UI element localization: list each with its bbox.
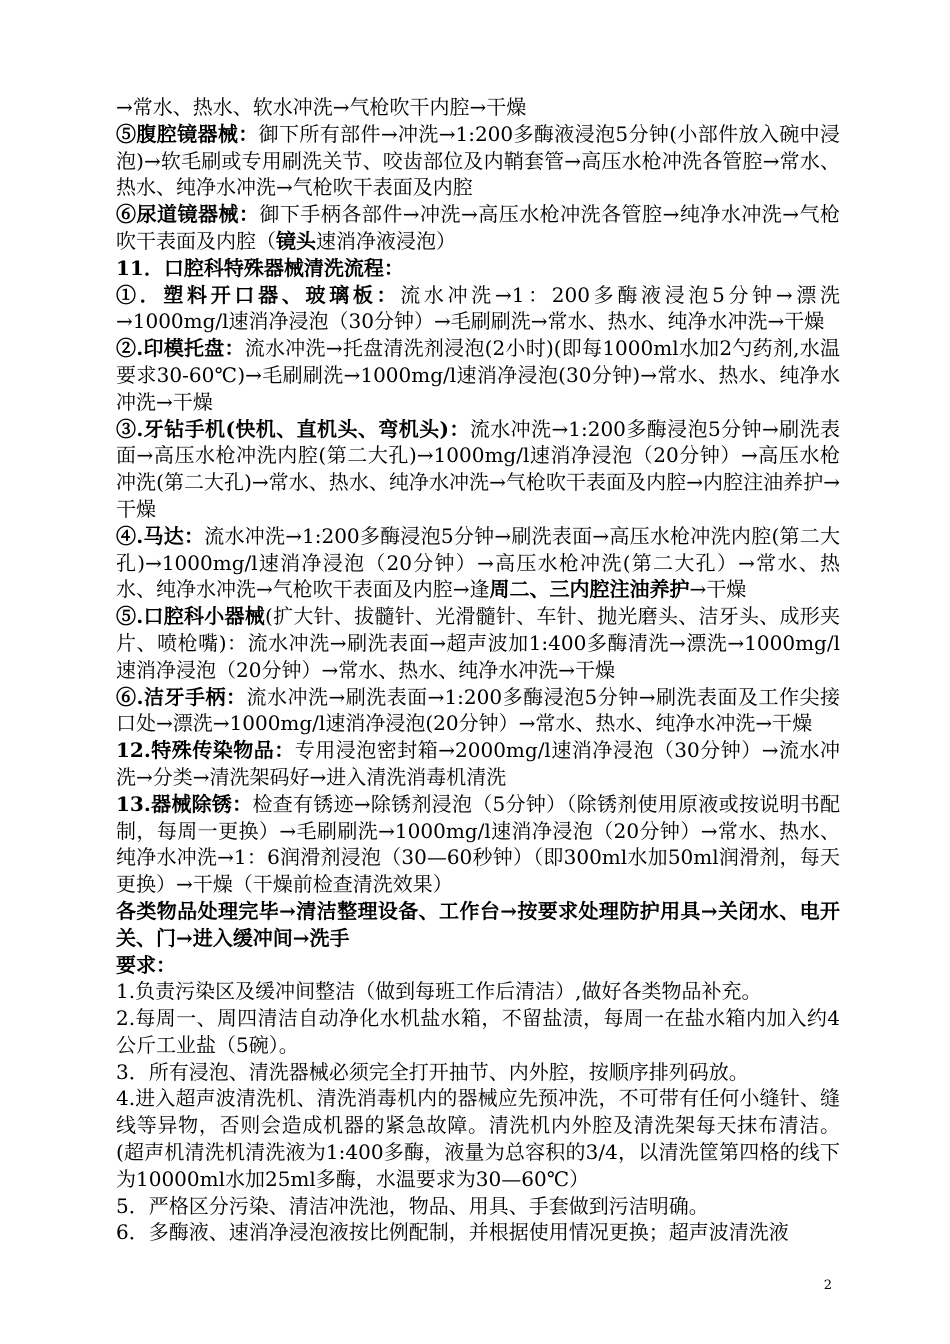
paragraph-2 bbox=[116, 201, 840, 255]
paragraph-tail: →干燥 bbox=[689, 577, 747, 602]
paragraph-8 bbox=[116, 603, 840, 683]
paragraph-text: 流水冲洗→1：200多酶液浸泡5分钟→漂洗→1000mg/l速消净浸泡（30分钟）→毛刷刷洗→常水、热水、纯净水冲洗→干燥 bbox=[116, 282, 840, 334]
paragraph-13 bbox=[116, 952, 840, 979]
summary-heading: 各类物品处理完毕→清洁整理设备、工作台→按要求处理防护用具→关闭水、电开关、门→进入缓冲间→洗手 bbox=[116, 898, 840, 950]
paragraph-heading: ②.印模托盘： bbox=[116, 336, 245, 361]
requirement-item: 5．严格区分污染、清洁冲洗池，物品、用具、手套做到污洁明确。 bbox=[116, 1193, 709, 1218]
paragraph-emphasis: 周二、三内腔注油养护 bbox=[489, 577, 690, 602]
paragraph-6 bbox=[116, 416, 840, 523]
paragraph-12 bbox=[116, 898, 840, 952]
paragraph-text: 流水冲洗→1:200多酶浸泡5分钟→刷洗表面→高压水枪冲洗内腔(第二大孔)→1000mg/l速消净浸泡（20分钟）→高压水枪冲洗(第二大孔）→常水、热水、纯净水冲洗→气枪吹干表面及内腔→逢 bbox=[116, 523, 841, 602]
requirement-item: 2.每周一、周四清洁自动净化水机盐水箱，不留盐渍，每周一在盐水箱内加入约4公斤工业盐（5碗）。 bbox=[116, 1006, 840, 1057]
requirement-item: 3．所有浸泡、清洗器械必须完全打开抽节、内外腔，按顺序排列码放。 bbox=[116, 1059, 749, 1084]
paragraph-heading: 12.特殊传染物品： bbox=[116, 738, 295, 763]
paragraph-7 bbox=[116, 523, 840, 603]
requirement-item: 1.负责污染区及缓冲间整洁（做到每班工作后清洁）,做好各类物品补充。 bbox=[116, 979, 762, 1004]
paragraph-18 bbox=[116, 1193, 840, 1220]
paragraph-heading: ⑤腹腔镜器械： bbox=[116, 121, 259, 146]
paragraph-14 bbox=[116, 978, 840, 1005]
paragraph-3 bbox=[116, 255, 840, 282]
paragraph-text: 流水冲洗→1:200多酶浸泡5分钟→刷洗表面→高压水枪冲洗内腔(第二大孔)→1000mg/l速消净浸泡（20分钟）→高压水枪冲洗(第二大孔)→常水、热水、纯净水冲洗→气枪吹干表面及内腔→内腔注油养护→干燥 bbox=[116, 416, 840, 521]
requirements-heading: 要求： bbox=[116, 952, 176, 977]
paragraph-19 bbox=[116, 1219, 840, 1246]
paragraph-text: 流水冲洗→托盘清洗剂浸泡(2小时)(即每1000ml水加2勺药剂,水温要求30-60℃)→毛刷刷洗→1000mg/l速消净浸泡(30分钟)→常水、热水、纯净水冲洗→干燥 bbox=[116, 336, 840, 414]
document-body bbox=[116, 94, 840, 1246]
paragraph-text: 专用浸泡密封箱→2000mg/l速消净浸泡（30分钟）→流水冲洗→分类→清洗架码好→进入清洗消毒机清洗 bbox=[116, 738, 841, 789]
paragraph-emphasis: 镜头 bbox=[276, 228, 316, 253]
paragraph-11 bbox=[116, 791, 840, 898]
paragraph-heading: ④.马达： bbox=[116, 523, 205, 548]
paragraph-heading: ③.牙钻手机(快机、直机头、弯机头)： bbox=[116, 416, 470, 441]
page-number: 2 bbox=[823, 1278, 832, 1293]
paragraph-text: 御下所有部件→冲洗→1:200多酶液浸泡5分钟(小部件放入碗中浸泡)→软毛刷或专用刷洗关节、咬齿部位及内鞘套管→高压水枪冲洗各管腔→常水、热水、纯净水冲洗→气枪吹干表面及内腔 bbox=[116, 121, 841, 200]
requirement-item: 4.进入超声波清洗机、清洗消毒机内的器械应先预冲洗，不可带有任何小缝针、缝线等异物，否则会造成机器的紧急故障。清洗机内外腔及清洗架每天抹布清洁。(超声机清洗机清洗液为1:400多酶，液量为总容积的3/4，以清洗筐第四格的线下为10000ml水加25ml多酶，水温要求为30—60℃） bbox=[116, 1086, 840, 1191]
paragraph-heading: ①．塑料开口器、玻璃板： bbox=[116, 282, 401, 307]
paragraph-text: 流水冲洗→刷洗表面→1:200多酶浸泡5分钟→刷洗表面及工作尖接口处→漂洗→1000mg/l速消净浸泡(20分钟）→常水、热水、纯净水冲洗→干燥 bbox=[116, 684, 841, 736]
paragraph-heading: ⑥.洁牙手柄： bbox=[116, 684, 247, 709]
paragraph-17 bbox=[116, 1085, 840, 1192]
paragraph-10 bbox=[116, 737, 840, 791]
paragraph-tail: 速消净液浸泡） bbox=[316, 228, 456, 253]
paragraph-heading: 13.器械除锈： bbox=[116, 791, 253, 816]
paragraph-heading: ⑥尿道镜器械： bbox=[116, 202, 260, 227]
paragraph-heading: ⑤.口腔科小器械 bbox=[116, 604, 266, 629]
paragraph-text: 御下手柄各部件→冲洗→高压水枪冲洗各管腔→纯净水冲洗→气枪吹干表面及内腔（ bbox=[116, 202, 841, 253]
paragraph-9 bbox=[116, 684, 840, 738]
paragraph-4 bbox=[116, 282, 840, 336]
paragraph-0 bbox=[116, 94, 840, 121]
requirement-item: 6．多酶液、速消净浸泡液按比例配制，并根据使用情况更换；超声波清洗液 bbox=[116, 1220, 789, 1245]
paragraph-5 bbox=[116, 335, 840, 415]
section-heading: 11．口腔科特殊器械清洗流程： bbox=[116, 255, 404, 280]
paragraph-16 bbox=[116, 1059, 840, 1086]
paragraph-text: 检查有锈迹→除锈剂浸泡（5分钟）（除锈剂使用原液或按说明书配制，每周一更换）→毛刷刷洗→1000mg/l速消净浸泡（20分钟）→常水、热水、纯净水冲洗→1：6润滑剂浸泡（30—60秒钟）（即300ml水加50ml润滑剂，每天更换）→干燥（干燥前检查清洗效果） bbox=[116, 791, 841, 897]
paragraph-text: →常水、热水、软水冲洗→气枪吹干内腔→干燥 bbox=[116, 95, 527, 119]
paragraph-1 bbox=[116, 121, 840, 201]
paragraph-text: (扩大针、拔髓针、光滑髓针、车针、抛光磨头、洁牙头、成形夹片、喷枪嘴)：流水冲洗→刷洗表面→超声波加1:400多酶清洗→漂洗→1000mg/l速消净浸泡（20分钟）→常水、热水、纯净水冲洗→干燥 bbox=[116, 604, 840, 682]
paragraph-15 bbox=[116, 1005, 840, 1059]
